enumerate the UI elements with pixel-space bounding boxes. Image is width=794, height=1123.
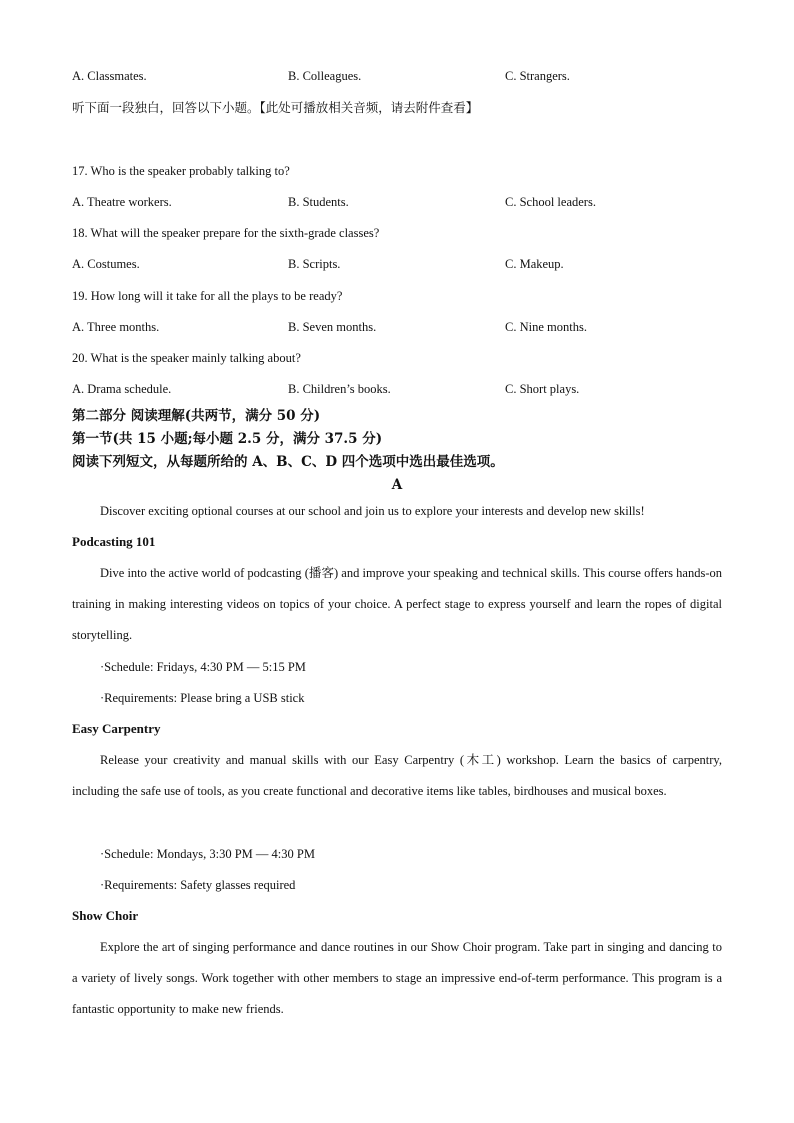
course-body-podcasting: Dive into the active world of podcasting (播客) and improve your speaking and technical skills. This course offers hands-on training in making interesting videos on topics of your choice. A perfect stage to express yourself and learn the ropes of digital storytelling. [72,566,722,643]
reading-instruction: 阅读下列短文，从每题所给的 A、B、C、D 四个选项中选出最佳选项。 [72,454,504,470]
course-body-carpentry: Release your creativity and manual skills with our Easy Carpentry (木工) workshop. Learn the basics of carpentry, including the safe use of tools, as you create functional and decorative items like tables, birdhouses and musical boxes. [72,753,722,799]
part2-title: 第二部分 阅读理解(共两节，满分 50 分) [72,408,321,424]
q17-option-b: B. Students. [288,195,349,209]
passage-label: A [391,477,403,493]
q18-option-c: C. Makeup. [505,257,564,271]
q17-option-a: A. Theatre workers. [72,195,172,209]
section1-title: 第一节(共 15 小题;每小题 2.5 分，满分 37.5 分) [72,431,383,447]
course-schedule-carpentry: ·Schedule: Mondays, 3:30 PM — 4:30 PM [100,847,315,861]
course-title-podcasting: Podcasting 101 [72,534,156,549]
monologue-intro: 听下面一段独白，回答以下小题。【此处可播放相关音频，请去附件查看】 [72,100,479,115]
q18-option-a: A. Costumes. [72,257,140,271]
q17-option-c: C. School leaders. [505,195,596,209]
question-20: 20. What is the speaker mainly talking about? [72,351,301,365]
q19-option-a: A. Three months. [72,320,160,334]
course-schedule-podcasting: ·Schedule: Fridays, 4:30 PM — 5:15 PM [100,660,306,674]
question-19: 19. How long will it take for all the plays to be ready? [72,289,343,303]
course-title-show-choir: Show Choir [72,908,139,923]
question-18: 18. What will the speaker prepare for the sixth-grade classes? [72,226,380,240]
q16-option-c: C. Strangers. [505,69,570,83]
q16-option-a: A. Classmates. [72,69,147,83]
q16-option-b: B. Colleagues. [288,69,362,83]
course-title-carpentry: Easy Carpentry [72,721,161,736]
q20-option-a: A. Drama schedule. [72,382,172,396]
q20-option-c: C. Short plays. [505,382,580,396]
q18-option-b: B. Scripts. [288,257,341,271]
course-requirements-podcasting: ·Requirements: Please bring a USB stick [100,691,305,705]
q20-option-b: B. Children’s books. [288,382,391,396]
q19-option-b: B. Seven months. [288,320,377,334]
passage-intro: Discover exciting optional courses at our school and join us to explore your interests and develop new skills! [100,504,645,518]
question-17: 17. Who is the speaker probably talking to? [72,164,290,178]
course-requirements-carpentry: ·Requirements: Safety glasses required [100,878,296,892]
course-body-show-choir: Explore the art of singing performance and dance routines in our Show Choir program. Take part in singing and dancing to a variety of lively songs. Work together with other members to stage an impressive end-of-term performance. This program is a fantastic opportunity to make new friends. [72,940,722,1017]
q19-option-c: C. Nine months. [505,320,587,334]
